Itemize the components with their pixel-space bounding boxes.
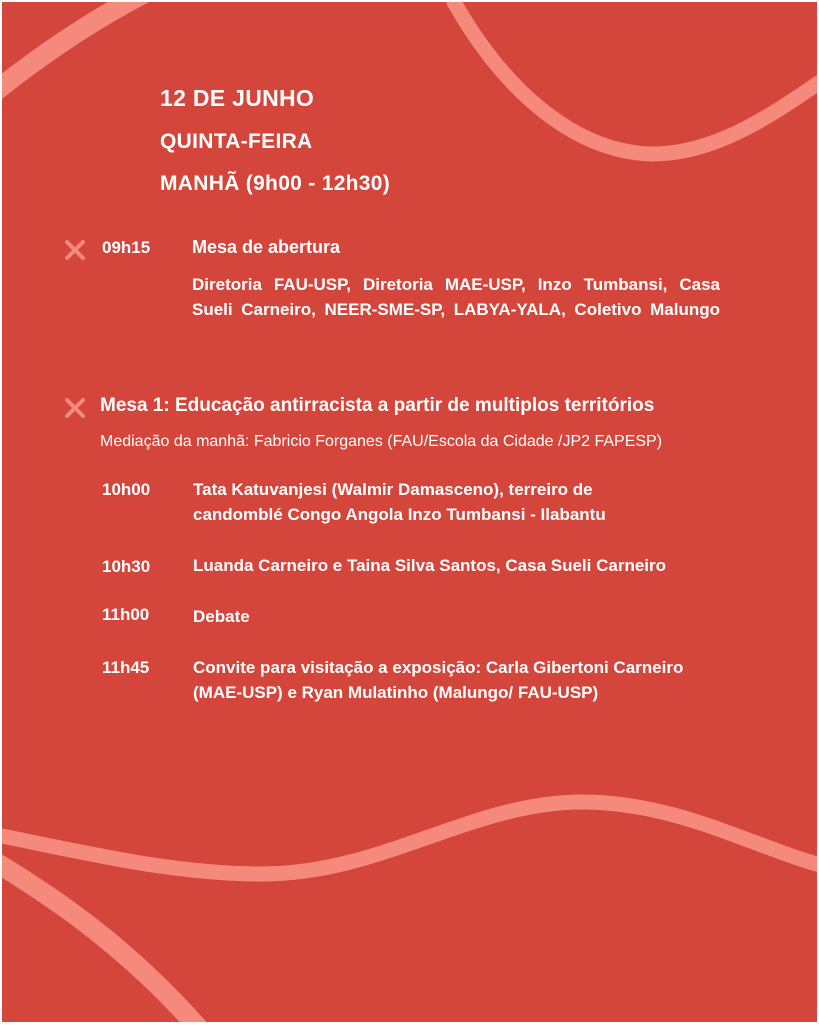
item-text-line1: Convite para visitação a exposição: Carla Gibertoni Carneiro	[193, 658, 684, 677]
item-text-line2: (MAE-USP) e Ryan Mulatinho (Malungo/ FAU-USP)	[193, 683, 599, 702]
item-time: 10h00	[102, 480, 151, 499]
item-text-line1: Luanda Carneiro e Taina Silva Santos, Casa Sueli Carneiro	[193, 556, 667, 575]
opening-title: Mesa de abertura	[192, 237, 341, 257]
ribbon-bottom-wave	[2, 802, 817, 874]
item-time: 10h30	[102, 557, 151, 576]
item-time: 11h45	[102, 658, 150, 677]
item-text-line1: Tata Katuvanjesi (Walmir Damasceno), terreiro de	[193, 480, 593, 499]
opening-description: Diretoria FAU-USP, Diretoria MAE-USP, Inzo Tumbansi, Casa Sueli Carneiro, NEER-SME-SP, LABYA-YALA, Coletivo Malungo	[192, 275, 720, 319]
item-text-line1: Debate	[193, 607, 250, 626]
event-period: MANHÃ (9h00 - 12h30)	[160, 172, 391, 195]
x-cross-icon	[64, 397, 86, 419]
opening-time: 09h15	[102, 238, 151, 257]
ribbon-top-left	[2, 2, 147, 94]
event-weekday: QUINTA-FEIRA	[160, 130, 313, 153]
ribbon-top-right	[454, 2, 817, 154]
item-text-line2: candomblé Congo Angola Inzo Tumbansi - Ilabantu	[193, 505, 606, 524]
mesa1-mediation: Mediação da manhã: Fabricio Forganes (FAU/Escola da Cidade /JP2 FAPESP)	[100, 433, 663, 450]
x-cross-icon	[64, 239, 86, 261]
event-date: 12 DE JUNHO	[160, 85, 315, 111]
event-schedule-poster	[2, 2, 817, 1022]
ribbon-bottom-left	[2, 860, 202, 1022]
item-time: 11h00	[102, 605, 150, 624]
schedule-header	[160, 84, 390, 198]
mesa1-title: Mesa 1: Educação antirracista a partir de multiplos territórios	[100, 395, 655, 416]
